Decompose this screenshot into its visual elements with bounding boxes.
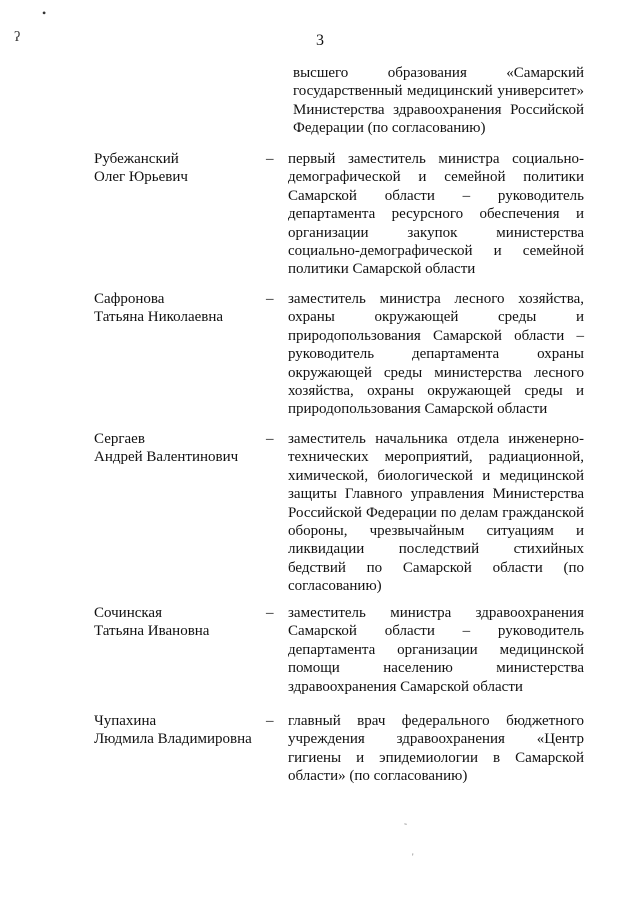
member-given-names: Олег Юрьевич — [94, 169, 188, 185]
member-position: первый заместитель министра социально-демографической и семейной политики Самарской области – руководитель департамента ресурсного обеспечения и организации закупок министерства социально-демографической и семейной политики Самарской области — [288, 151, 584, 278]
member-surname: Чупахина — [94, 713, 157, 729]
member-name — [94, 290, 264, 326]
scan-speck-mark: ˜ — [404, 822, 407, 832]
member-surname: Сергаев — [94, 431, 145, 447]
member-position: главный врач федерального бюджетного учреждения здравоохранения «Центр гигиены и эпидемиологии в Самарской области» (по согласованию) — [288, 713, 584, 785]
member-position: заместитель министра здравоохранения Самарской области – руководитель департамента организации медицинской помощи населению министерства здравоохранения Самарской области — [288, 605, 584, 695]
member-given-names: Людмила Владимировна — [94, 731, 252, 747]
member-position: заместитель начальника отдела инженерно-технических мероприятий, радиационной, химической, биологической и медицинской защиты Главного управления Министерства Российской Федерации по делам гражданской обороны, чрезвычайным ситуациям и ликвидации последствий стихийных бедствий по Самарской области (по согласованию) — [288, 431, 584, 595]
member-given-names: Татьяна Ивановна — [94, 623, 210, 639]
page-number: 3 — [316, 32, 324, 49]
member-name — [94, 712, 264, 748]
dash-separator: – — [266, 605, 274, 621]
member-surname: Рубежанский — [94, 151, 179, 167]
member-name — [94, 604, 264, 640]
scan-speck-mark: ʔ — [14, 30, 21, 45]
scan-speck-mark: ' — [412, 852, 414, 862]
member-name — [94, 150, 264, 186]
continued-position-text: высшего образования «Самарский государственный медицинский университет» Министерства здравоохранения Российской Федерации (по согласованию) — [293, 65, 584, 137]
member-name — [94, 430, 264, 466]
member-surname: Сафронова — [94, 291, 165, 307]
scan-speck-mark: • — [42, 6, 47, 20]
dash-separator: – — [266, 713, 274, 729]
member-given-names: Андрей Валентинович — [94, 449, 239, 465]
member-given-names: Татьяна Николаевна — [94, 309, 224, 325]
dash-separator: – — [266, 431, 274, 447]
member-surname: Сочинская — [94, 605, 162, 621]
member-position: заместитель министра лесного хозяйства, охраны окружающей среды и природопользования Самарской области – руководитель департамента охраны окружающей среды министерства лесного хозяйства, охраны окружающей среды и природопользования Самарской области — [288, 291, 584, 418]
dash-separator: – — [266, 291, 274, 307]
dash-separator: – — [266, 151, 274, 167]
